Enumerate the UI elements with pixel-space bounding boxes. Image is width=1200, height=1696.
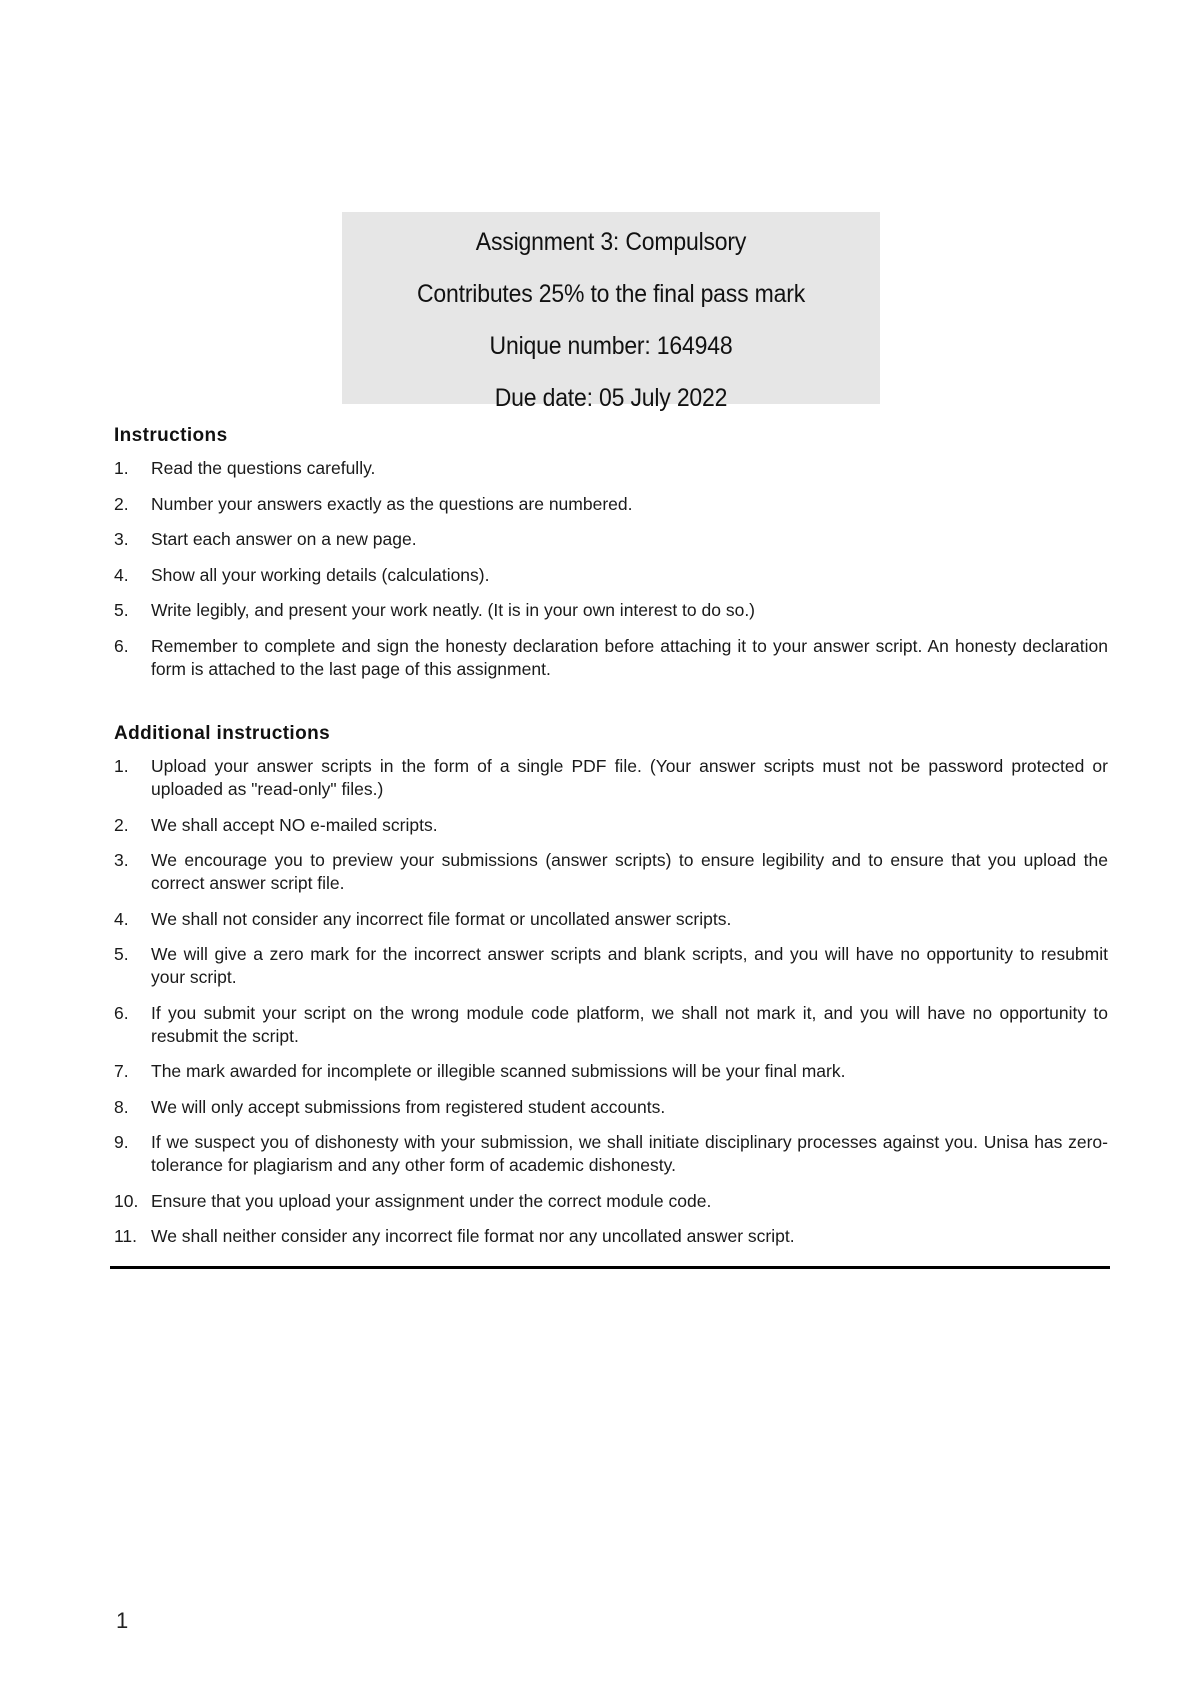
unique-number-line: Unique number: 164948 [489, 332, 733, 360]
item-text: Remember to complete and sign the honesty declaration before attaching it to your answer script. An honesty declaration form is attached to the last page of this assignment. [151, 635, 1108, 679]
instructions-list [114, 457, 1108, 681]
item-number: 11. [114, 1226, 138, 1246]
item-number: 8. [114, 1096, 129, 1117]
list-item [114, 1225, 1108, 1248]
item-number: 7. [114, 1061, 129, 1081]
page-number: 1 [116, 1608, 129, 1633]
list-item [114, 1060, 1108, 1083]
item-text: If we suspect you of dishonesty with your submission, we shall initiate disciplinary processes against you. Unisa has zero-tolerance for plagiarism and any other form of academic dishonesty. [151, 1132, 1108, 1175]
contribution-line: Contributes 25% to the final pass mark [416, 280, 806, 308]
item-number: 4. [114, 564, 129, 585]
item-text: Read the questions carefully. [151, 458, 376, 478]
instructions-heading: Instructions [114, 425, 228, 446]
list-item [114, 1131, 1108, 1177]
list-item [114, 849, 1108, 895]
item-number: 5. [114, 944, 129, 964]
list-item [114, 635, 1108, 681]
instructions-content [114, 425, 1108, 1248]
list-item [114, 1002, 1108, 1048]
item-text: The mark awarded for incomplete or illegible scanned submissions will be your final mark. [151, 1061, 846, 1081]
item-number: 3. [114, 850, 129, 870]
item-number: 2. [114, 814, 129, 835]
item-number: 9. [114, 1132, 129, 1152]
list-item [114, 755, 1108, 801]
list-item [114, 908, 1108, 931]
list-item [114, 1096, 1108, 1119]
item-text: We will only accept submissions from registered student accounts. [151, 1096, 666, 1117]
item-text: We shall not consider any incorrect file format or uncollated answer scripts. [151, 908, 732, 929]
item-number: 4. [114, 908, 129, 929]
list-item [114, 528, 1108, 551]
item-text: We encourage you to preview your submissions (answer scripts) to ensure legibility and to ensure that you upload the correct answer script file. [151, 850, 1108, 893]
item-number: 1. [114, 756, 129, 776]
list-item [114, 1190, 1108, 1213]
item-text: We will give a zero mark for the incorrect answer scripts and blank scripts, and you will have no opportunity to resubmit your script. [151, 944, 1108, 987]
item-number: 6. [114, 635, 129, 656]
list-item [114, 814, 1108, 837]
item-number: 3. [114, 529, 129, 549]
item-number: 10. [114, 1190, 139, 1211]
additional-instructions-heading: Additional instructions [114, 723, 331, 744]
item-text: Start each answer on a new page. [151, 529, 417, 549]
list-item [114, 457, 1108, 480]
due-date-line: Due date: 05 July 2022 [494, 384, 728, 412]
assignment-header-box [342, 212, 880, 412]
list-item [114, 493, 1108, 516]
item-text: Upload your answer scripts in the form of a single PDF file. (Your answer scripts must not be password protected or uploaded as "read-only" files.) [151, 756, 1108, 799]
item-text: Write legibly, and present your work neatly. (It is in your own interest to do so.) [151, 600, 756, 620]
list-item [114, 564, 1108, 587]
section-spacer [114, 693, 1108, 723]
item-number: 5. [114, 600, 129, 620]
item-text: Ensure that you upload your assignment under the correct module code. [151, 1190, 712, 1211]
list-item [114, 943, 1108, 989]
assignment-title: Assignment 3: Compulsory [475, 228, 747, 256]
item-text: We shall neither consider any incorrect file format nor any uncollated answer script. [151, 1226, 795, 1246]
additional-instructions-list [114, 755, 1108, 1248]
item-text: If you submit your script on the wrong module code platform, we shall not mark it, and you will have no opportunity to resubmit the script. [151, 1002, 1108, 1046]
item-text: We shall accept NO e-mailed scripts. [151, 814, 438, 835]
item-number: 1. [114, 458, 129, 478]
list-item [114, 599, 1108, 622]
item-number: 2. [114, 493, 129, 514]
item-text: Number your answers exactly as the questions are numbered. [151, 493, 633, 514]
section-divider [110, 1266, 1110, 1269]
item-number: 6. [114, 1002, 129, 1023]
item-text: Show all your working details (calculations). [151, 564, 490, 585]
